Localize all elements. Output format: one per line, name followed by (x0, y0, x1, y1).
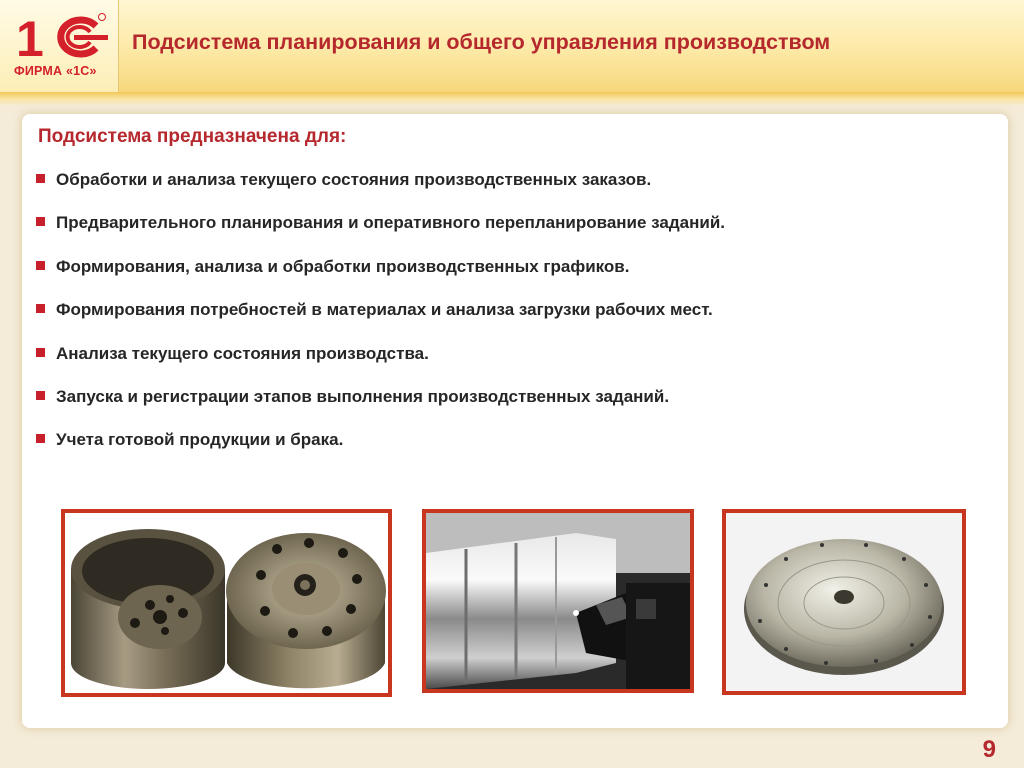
photo-metal-cylinders (61, 509, 392, 697)
list-item: Анализа текущего состояния производства. (36, 344, 996, 387)
bullet-list (36, 170, 996, 474)
metal-disc-photo-icon (726, 513, 962, 691)
list-item: Учета готовой продукции и брака. (36, 430, 996, 473)
list-item: Формирования потребностей в материалах и анализа загрузки рабочих мест. (36, 300, 996, 343)
bullet-square-icon (36, 304, 45, 313)
lathe-machining-photo-icon (426, 513, 690, 689)
bullet-square-icon (36, 217, 45, 226)
list-item: Обработки и анализа текущего состояния производственных заказов. (36, 170, 996, 213)
page-number: 9 (982, 736, 996, 763)
1c-logo-icon (16, 12, 108, 62)
logo-caption: ФИРМА «1С» (14, 64, 97, 78)
slide-title: Подсистема планирования и общего управления производством (132, 30, 831, 54)
bullet-square-icon (36, 261, 45, 270)
metal-cylinders-photo-icon (65, 513, 388, 693)
bullet-square-icon (36, 348, 45, 357)
svg-text:1: 1 (16, 12, 44, 62)
bullet-square-icon (36, 174, 45, 183)
list-item: Запуска и регистрации этапов выполнения производственных заданий. (36, 387, 996, 430)
list-item: Формирования, анализа и обработки производственных графиков. (36, 257, 996, 300)
bullet-square-icon (36, 391, 45, 400)
logo (0, 0, 119, 92)
header-stripe (0, 92, 1024, 106)
list-item: Предварительного планирования и оперативного перепланирование заданий. (36, 213, 996, 256)
photo-metal-disc (722, 509, 966, 695)
section-subtitle: Подсистема предназначена для: (38, 126, 347, 147)
bullet-square-icon (36, 434, 45, 443)
photo-lathe-machining (422, 509, 694, 693)
